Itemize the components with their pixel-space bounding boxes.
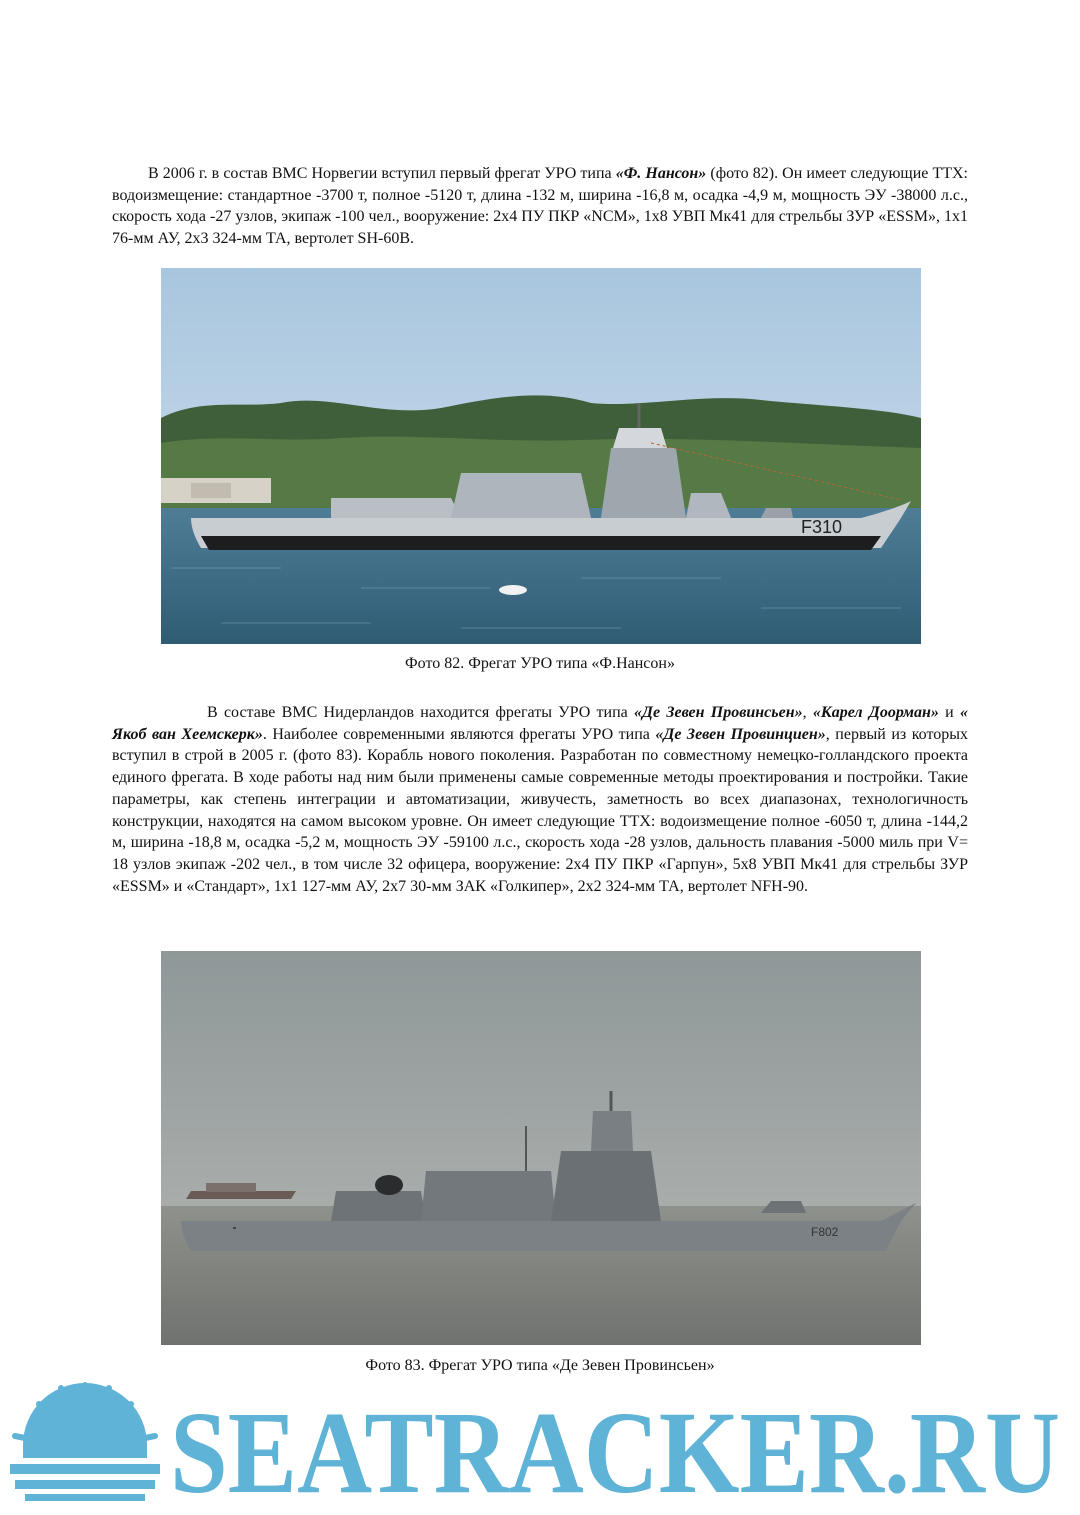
hull-number-f310: F310 [801,517,843,537]
watermark-text: SEATRACKER.RU [170,1387,1060,1515]
hull-number-f802: F802 [811,1225,839,1239]
paragraph-de-zeven-provincien: В составе ВМС Нидерландов находится фрегаты УРО типа «Де Зевен Провинсьен», «Карел Доорман» и « Якоб ван Хеемскерк». Наиболее современными являются фрегаты УРО типа «Де Зевен Провинциен», первый из которых вступил в строй в 2005 г. (фото 83). Корабль нового поколения. Разработан по совместному немецко-голландского проекта единого фрегата. В ходе работы над ним были применены самые современные методы проектирования и постройки. Такие параметры, как степень интеграции и автоматизации, живучесть, заметность во всех диапазонах, технологичность конструкции, находятся на самом высоком уровне. Он имеет следующие ТТХ: водоизмещение полное -6050 т, длина -144,2 м, ширина -18,8 м, осадка -5,2 м, мощность ЭУ -59100 л.с., скорость хода -28 узлов, дальность плавания -5000 миль при V= 18 узлов экипаж -202 чел., в том числе 32 офицера, вооружение: 2x4 ПУ ПКР «Гарпун», 5x8 УВП Mк41 для стрельбы ЗУР «ESSM» и «Стандарт», 1x1 127-мм АУ, 2x7 30-мм ЗАК «Голкипер», 2x2 324-мм ТА, вертолет NFH-90. [112,704,969,895]
seatracker-watermark [0,1380,1080,1515]
paragraph-nansen: В 2006 г. в состав ВМС Норвегии вступил первый фрегат УРО типа «Ф. Нансон» (фото 82). Он имеет следующие ТТХ: водоизмещение: стандартное -3700 т, полное -5120 т, длина -132 м, ширина -16,8 м, осадка -4,9 м, мощность ЭУ -38000 л.с., скорость хода -27 узлов, экипаж -100 чел., вооружение: 2x4 ПУ ПКР «NCM», 1x8 УВП Mк41 для стрельбы ЗУР «ESSM», 1x1 76-мм АУ, 2x3 324-мм ТА, вертолет SH-60B. [112,165,969,248]
sun-logo-icon [10,1383,160,1501]
photo-82-nansen-frigate [161,268,921,644]
caption-photo-83: Фото 83. Фрегат УРО типа «Де Зевен Провинсьен» [365,1357,715,1374]
photo-83-de-zeven-provincien-frigate [161,951,921,1345]
caption-photo-82: Фото 82. Фрегат УРО типа «Ф.Нансон» [405,655,675,672]
